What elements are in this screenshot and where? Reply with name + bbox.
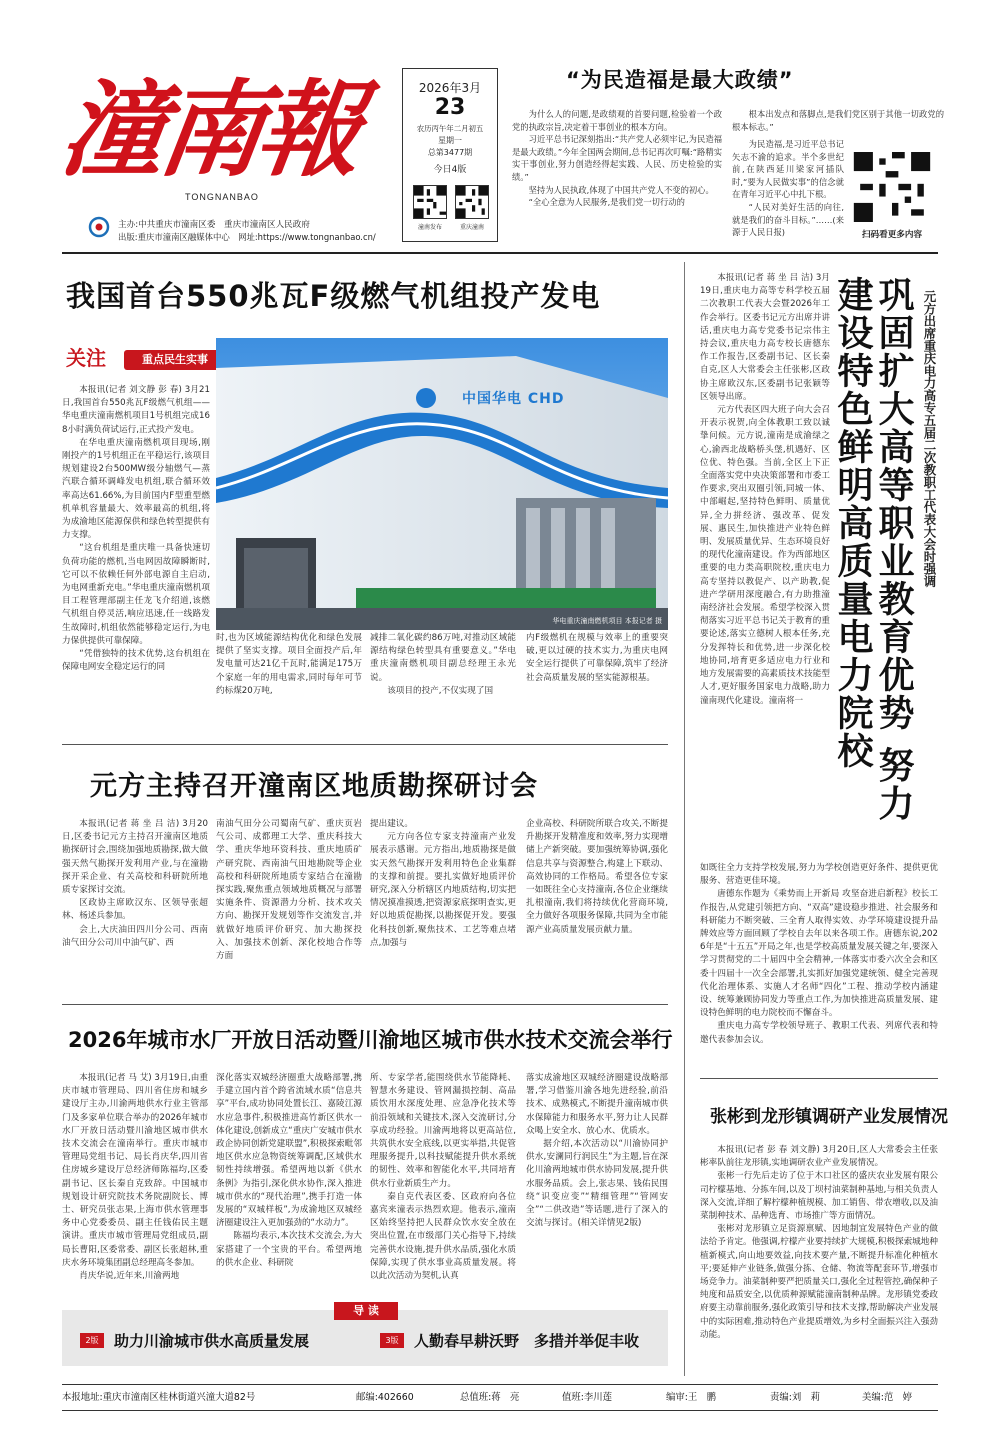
commentary-col2 xyxy=(732,108,944,138)
date-day: 23 xyxy=(434,95,466,120)
issue-number: 总第3477期 xyxy=(427,148,473,157)
qr-label: 重庆潼南 xyxy=(459,224,484,231)
water-col2 xyxy=(216,1072,362,1300)
paragraph: 本报讯(记者 蒋 坐 吕 洁) 3月19日,重庆电力高等专科学校五届二次教职工代表大会暨2026年工作会举行。区委书记元方出席并讲话,重庆电力高专党委书记宗伟主持会议,重庆电力高专校长唐德东作工作报告,区委副书记、区长秦自克,区人大常委会主任张彬,区政协主席欧汉东,区委副书记张颖等区领导出席。 xyxy=(700,273,830,402)
guide-item[interactable] xyxy=(380,1328,664,1354)
paragraph: 所、专家学者,能围绕供水节能降耗、智慧水务建设、管网漏损控制、高品质饮用水深度处理、应急净化技术等前沿领域和关键技术,深入交流研讨,分享成功经验。川渝两地将以更高站位,共筑供水安全底线,以更实举措,共促管理服务提升,以科技赋能提升供水系统的韧性、效率和智能化水平,共同培育供水行业新质生产力。 xyxy=(370,1073,516,1189)
paragraph: 在华电重庆潼南燃机项目现场,刚刚投产的1号机组正在平稳运行,该项目规划建设2台500MW级分轴燃气—蒸汽联合循环调峰发电机组,联合循环效率高达61.66%,为目前国内F型重型燃机单机容量最大、效率最高的机组,将为成渝地区能源保供和绿色转型提供有力支撑。 xyxy=(62,437,210,541)
geo-col1 xyxy=(62,818,208,998)
footer-editor: 责编:刘 莉 xyxy=(770,1392,821,1403)
commentary-qr-label: 扫码看更多内容 xyxy=(861,230,923,240)
footer-art-editor: 美编:范 婷 xyxy=(862,1392,913,1403)
masthead-logo-icon xyxy=(88,216,110,238)
footer-reviewer: 编审:王 鹏 xyxy=(666,1392,717,1403)
date-month: 2026年3月 xyxy=(418,81,482,95)
footer-rule xyxy=(62,1384,938,1385)
pages-today: 今日4版 xyxy=(433,165,467,175)
paragraph: 元方代表区四大班子向大会召开表示祝贺,向全体教职工致以诚挚问候。元方说,潼南是成渝绿之心,渝西北战略桥头堡,机遇好、区位优、特色强。当前,全区上下正全面落实党中央决策部署和市委工作要求,突出双圈引领,同城一体、中部崛起,坚持特色鲜明、质量优异,全力拼经济、强改革、促发展、惠民生,加快推进产业特色鲜明、发展质量优异、生态环境良好的现代化潼南建设。作为西部地区重要的电力类高职院校,重庆电力高专坚持以教促产、以产助教,促进产学研用深度融合,有力助推潼南经济社会发展。希望学校深入贯彻落实习近平总书记关于教育的重要论述,落实立德树人根本任务,充分发挥特长和优势,进一步深化校地协同,培育更多适应电力行业和地方发展需要的高素质技术技能型人才,更好服务国家电力战略,助力潼南现代化建设。潼南将一 xyxy=(700,405,830,706)
paragraph: 深化落实双城经济圈重大战略部署,携手建立国内首个跨省流域水质“信息共享”平台,成功协同处置长江、嘉陵江源水应急事件,积极推进高竹新区供水一体化建设,创新成立“重庆广安城市供水政企协同创新党建联盟”,积极探索毗邻地区供水应急物资统筹调配,区域供水韧性持续增强。希望两地以新《供水条例》为指引,深化供水协作,深入推进城市供水的“现代治理”,携手打造一体发展的“双城样板”,为成渝地区双城经济圈建设注入更加强劲的“水动力”。 xyxy=(216,1073,362,1229)
water-col4 xyxy=(526,1072,668,1300)
commentary-title: “为民造福是最大政绩” xyxy=(566,68,794,92)
side-col1 xyxy=(700,272,830,862)
paragraph: “这台机组是重庆唯一具备快速切负荷功能的燃机,当电网因故障瞬断时,它可以不依赖任何外部电源自主启动,为电网重新充电。”华电重庆潼南燃机项目工程管理部副主任龙飞介绍道,该燃气机组自停灵活,响应迅速,任一线路发生故障时,机组依然能够稳定运行,为电力保供提供可靠保障。 xyxy=(62,543,210,646)
paragraph: 为什么人的问题,是政绩观的首要问题,检验着一个政党的执政宗旨,决定着干事创业的根本方向。 xyxy=(512,109,722,132)
paragraph: 据介绍,本次活动以“川渝协同护供水,安澜同行润民生”为主题,旨在深化川渝两地城市供水协同发展,提升供水服务品质。会上,张志果、钱佑民围绕“识变应变”“精细管理”“管网安全”“二供改造”等话题,进行了深入的交流与探讨。(相关详情见2版) xyxy=(526,1139,668,1229)
paragraph: 本报讯(记者 马 艾) 3月19日,由重庆市城市管理局、四川省住房和城乡建设厅主办,川渝两地供水行业主管部门及多家单位联合举办的2026年城市水厂开放日活动暨川渝地区城市供水技术交流会在潼南举行。重庆市城市管理局党组书记、局长肖庆华,四川省住房城乡建设厅总经济师陈福均,区委副书记、区长秦自克致辞。中国城市规划设计研究院技术务院副院长、博士、研究员张志果,上海市供水管理事务中心党委委员、副主任钱佑民主题演讲。重庆市城市管理局党组成员,副局长曹阳,区委常委、副区长张超林,重庆水务环境集团副总经理高冬参加。 xyxy=(62,1073,208,1268)
qr-code-icon xyxy=(455,185,489,219)
focus-tag-main: 关注 xyxy=(66,346,106,370)
paragraph: 如既往全力支持学校发展,努力为学校创造更好条件、提供更优服务、营造更佳环境。 xyxy=(700,863,938,887)
paragraph: 企业高校、科研院所联合攻关,不断提升勘探开发精准度和效率,努力实现增储上产新突破。要加强统筹协调,强化信息共享与资源整合,构建上下联动、高效协同的工作格局。希望各位专家一如既往全心支持潼南,各位企业继续扎根潼南,我们将持续优化营商环境,全力做好各项服务保障,共同为全市能源产业高质量发展贡献力量。 xyxy=(526,819,668,935)
paragraph: 重庆电力高专学校领导班子、教职工代表、列席代表和特邀代表参加会议。 xyxy=(700,1021,938,1045)
footer-address: 本报地址:重庆市潼南区桂林街道兴潼大道82号 xyxy=(62,1392,256,1403)
top-divider xyxy=(62,252,938,254)
masthead xyxy=(53,62,392,242)
qr-code-icon xyxy=(852,152,932,222)
paragraph: 落实成渝地区双城经济圈建设战略部署,学习借鉴川渝各地先进经验,前沿技术、成熟模式,不断提升潼南城市供水保障能力和服务水平,努力让人民群众喝上安全水、放心水、优质水。 xyxy=(526,1073,668,1136)
guide-item-text: 人勤春早耕沃野 多措并举促丰收 xyxy=(414,1332,640,1350)
masthead-publisher: 出版:重庆市潼南区融媒体中心 网址:https://www.tongnanbao.cn/ xyxy=(118,232,376,242)
paragraph: 唐德东作题为《乘势而上开新局 攻坚奋进启新程》校长工作报告,从党建引领把方向、“双高”建设稳步推进、社会服务和科研能力不断突破、三全育人取得实效、办学环境建设提升品牌效应等方面回顾了学校自去年以来各项工作。唐德东说,2026年是“十五五”开局之年,也是学校高质量发展关键之年,要深入学习贯彻党的二十届四中全会精神,一体落实市委六次全会和区委十四届十一次全会部署,扎实抓好加强党建统领、健全完善现代化治理体系、实施人才名师“四化”工程、推动学校内涵建设、统筹兼顾协同发力等重点工作,为加快推进高质量发展、建设特色鲜明的电力院校而不懈奋斗。 xyxy=(700,889,938,1019)
guide-item[interactable] xyxy=(80,1328,370,1354)
date-lunar: 农历丙午年二月初五 xyxy=(416,124,484,133)
footer-postcode: 邮编:402660 xyxy=(356,1392,414,1403)
guide-page-badge: 3版 xyxy=(380,1333,404,1348)
masthead-title: 潼南報 xyxy=(53,68,365,191)
qr-label: 潼南发布 xyxy=(417,224,442,231)
geo-headline: 元方主持召开潼南区地质勘探研讨会 xyxy=(90,771,538,802)
water-col1 xyxy=(62,1072,208,1300)
focus-tag xyxy=(62,340,230,376)
guide-box xyxy=(62,1304,668,1366)
paragraph: 该项目的投产,不仅实现了国 xyxy=(387,685,494,696)
lead-col1 xyxy=(62,384,210,730)
qr-code-icon xyxy=(413,185,447,219)
photo-caption: 华电重庆潼南燃机项目 本报记者 摄 xyxy=(552,617,662,625)
paragraph: 内F级燃机在规模与效率上的重要突破,更以过硬的技术实力,为重庆电网安全运行提供了可靠保障,筑牢了经济社会高质量发展的坚实能源根基。 xyxy=(526,633,668,683)
paragraph: 元方向各位专家支持潼南产业发展表示感谢。元方指出,地质勘探是做实天然气勘探开发利用特色企业集群的支撑和前提。要扎实做好地质评价研究,深入分析辖区内地质结构,切实把情况摸准摸透,把资源家底探明查实,更好以地质促勘探,以勘探促开发。要强化科技创新,聚焦技术、工艺等难点堵点,加强与 xyxy=(370,832,516,948)
paragraph: 张彬对龙形镇立足资源禀赋、因地制宜发展特色产业的做法给予肯定。他强调,柠檬产业要持续扩大规模,积极探索城地种植新模式,向山地要效益,向技术要产量,不断提升标准化种植水平;要延伸产业链条,做强分拣、仓储、物流等配套环节,增强市场竞争力。油菜制种要严把质量关口,强化全过程管控,确保种子纯度和品质安全,以优质种源赋能潼南制种品牌。龙形镇党委政府要主动靠前服务,强化政策引导和技术支撑,帮助解决产业发展中的实际困难,推动特色产业提质增效,为乡村全面振兴注入强劲动能。 xyxy=(700,1224,938,1340)
paragraph: 区政协主席欧汉东、区领导张超林、杨述兵参加。 xyxy=(62,898,208,922)
paragraph: 会上,大庆油田四川分公司、西南油气田分公司川中油气矿、西 xyxy=(62,924,208,948)
paragraph: 南油气田分公司蜀南气矿、重庆页岩气公司、成都理工大学、重庆科技大学、重庆华地环资科技、重庆地质矿产研究院、西南油气田地勘院等企业高校和科研院所地质专家结合在潼勘探实践,聚焦重点领域地质概况与部署实施条件、资源潜力分析、技术攻关方向、勘探开发规划等作交流发言,并就做好地质评价研究、加大勘探投入、加强技术创新、深化校地合作等方面 xyxy=(216,819,362,962)
water-headline: 2026年城市水厂开放日活动暨川渝地区城市供水技术交流会举行 xyxy=(68,1028,673,1052)
geo-col3 xyxy=(370,818,516,998)
guide-page-badge: 2版 xyxy=(80,1333,104,1348)
footer-rule xyxy=(62,1410,938,1411)
date-block xyxy=(402,68,498,242)
commentary-col1 xyxy=(512,108,722,242)
divider xyxy=(62,1004,668,1005)
zhang-headline: 张彬到龙形镇调研产业发展情况 xyxy=(710,1107,948,1127)
lead-col3 xyxy=(370,632,516,730)
paragraph: “人民对美好生活的向往,就是我们的奋斗目标。”……(来源于人民日报) xyxy=(732,201,844,238)
paragraph: 本报讯(记者 蒋 坐 吕 洁) 3月20日,区委书记元方主持召开潼南区地质勘探研讨会,围绕加强地质勘探,做大做强天然气勘探开发利用产业,与在潼勘探开采企业、有关高校和科研院所地质专家探讨交流。 xyxy=(62,819,208,896)
paragraph: 张彬一行先后走访了位于木口社区的盛庆农业发展有限公司柠檬基地、分拣车间,以及丁坝村油菜制种基地,与相关负责人深入交流,详细了解柠檬种植规模、加工销售、带农增收,以及油菜制种技术、品种选育、市场推广等方面情况。 xyxy=(700,1171,938,1222)
masthead-sponsor: 主办:中共重庆市潼南区委 重庆市潼南区人民政府 xyxy=(118,220,310,230)
photo-sign: 中国华电 CHD xyxy=(462,391,565,407)
paragraph: 本报讯(记者 彭 春 刘文静) 3月20日,区人大常委会主任张彬率队前往龙形镇,实地调研农业产业发展情况。 xyxy=(700,1145,938,1169)
lead-photo xyxy=(216,338,668,630)
footer xyxy=(62,1388,938,1408)
paragraph: 秦自克代表区委、区政府向各位嘉宾来潼表示热烈欢迎。他表示,潼南区始终坚持把人民群众饮水安全放在突出位置,在市级部门关心指导下,持续完善供水设施,提升供水品质,强化水质保障,实现了供水事业高质量发展。将以此次活动为契机,认真 xyxy=(370,1191,516,1282)
paragraph: “凭借独特的技术优势,这台机组在保障电网安全稳定运行的同 xyxy=(62,649,210,673)
paragraph: “全心全意为人民服务,是我们党一切行动的 xyxy=(528,197,685,208)
paragraph: 陈福均表示,本次技术交流会,为大家搭建了一个宝贵的平台。希望两地的供水企业、科研院 xyxy=(216,1231,362,1268)
paragraph: 本报讯(记者 刘文静 彭 春) 3月21日,我国首台550兆瓦F级燃气机组——华电重庆潼南燃机项目1号机组完成168小时满负荷试运行,正式投产发电。 xyxy=(62,385,210,435)
paragraph: 习近平总书记深刻指出:“共产党人必须牢记,为民造福是最大政绩。”今年全国两会期间,总书记再次叮嘱:“路精实实干事创业,努力创造经得起实践、人民、历史检验的实绩。” xyxy=(512,134,722,182)
paragraph: 坚持为人民执政,体现了中国共产党人不变的初心。 xyxy=(528,184,714,195)
masthead-pinyin: TONGNANBAO xyxy=(185,192,259,202)
paragraph: 提出建议。 xyxy=(370,819,413,829)
date-weekday: 星期一 xyxy=(438,136,462,145)
paragraph: 减排二氧化碳约86万吨,对推动区域能源结构绿色转型具有重要意义。”华电重庆潼南燃机项目副总经理王永光说。 xyxy=(370,633,516,683)
paragraph: 肖庆华说,近年来,川渝两地 xyxy=(79,1271,180,1282)
side-col2 xyxy=(700,862,938,1062)
column-divider xyxy=(684,262,685,1376)
paragraph: 时,也为区域能源结构优化和绿色发展提供了坚实支撑。项目全面投产后,年发电量可达21亿千瓦时,能满足175万个家庭一年的用电需求,同时每年可节约标煤20万吨, xyxy=(216,633,362,696)
footer-chief-editor: 总值班:蒋 亮 xyxy=(460,1392,520,1403)
zhang-col1 xyxy=(700,1144,938,1378)
side-headline: 巩固扩大高等职业教育优势 努力建设特色鲜明高质量电力院校 xyxy=(832,276,914,823)
lead-headline: 我国首台550兆瓦F级燃气机组投产发电 xyxy=(66,279,601,313)
geo-col2 xyxy=(216,818,362,998)
lead-col2 xyxy=(216,632,362,730)
geo-col4 xyxy=(526,818,668,998)
water-col3 xyxy=(370,1072,516,1300)
paragraph: 根本出发点和落脚点,是我们党区别于其他一切政党的根本标志。” xyxy=(732,109,944,132)
divider xyxy=(700,1078,938,1079)
lead-col4 xyxy=(526,632,668,730)
side-subhead: 元方出席重庆电力高专五届二次教职工代表大会时强调 xyxy=(922,290,937,588)
footer-duty-editor: 值班:李川莲 xyxy=(562,1392,613,1403)
focus-tag-sub: 重点民生实事 xyxy=(124,350,226,370)
guide-label: 导 读 xyxy=(334,1302,398,1320)
guide-item-text: 助力川渝城市供水高质量发展 xyxy=(114,1332,310,1350)
divider xyxy=(62,744,668,745)
commentary-col2-lower xyxy=(732,138,844,242)
paragraph: 为民造福,是习近平总书记矢志不渝的追求。半个多世纪前,在陕西延川梁家河插队时,“要为人民做实事”的信念就在青年习近平心中扎下根。 xyxy=(732,139,844,200)
